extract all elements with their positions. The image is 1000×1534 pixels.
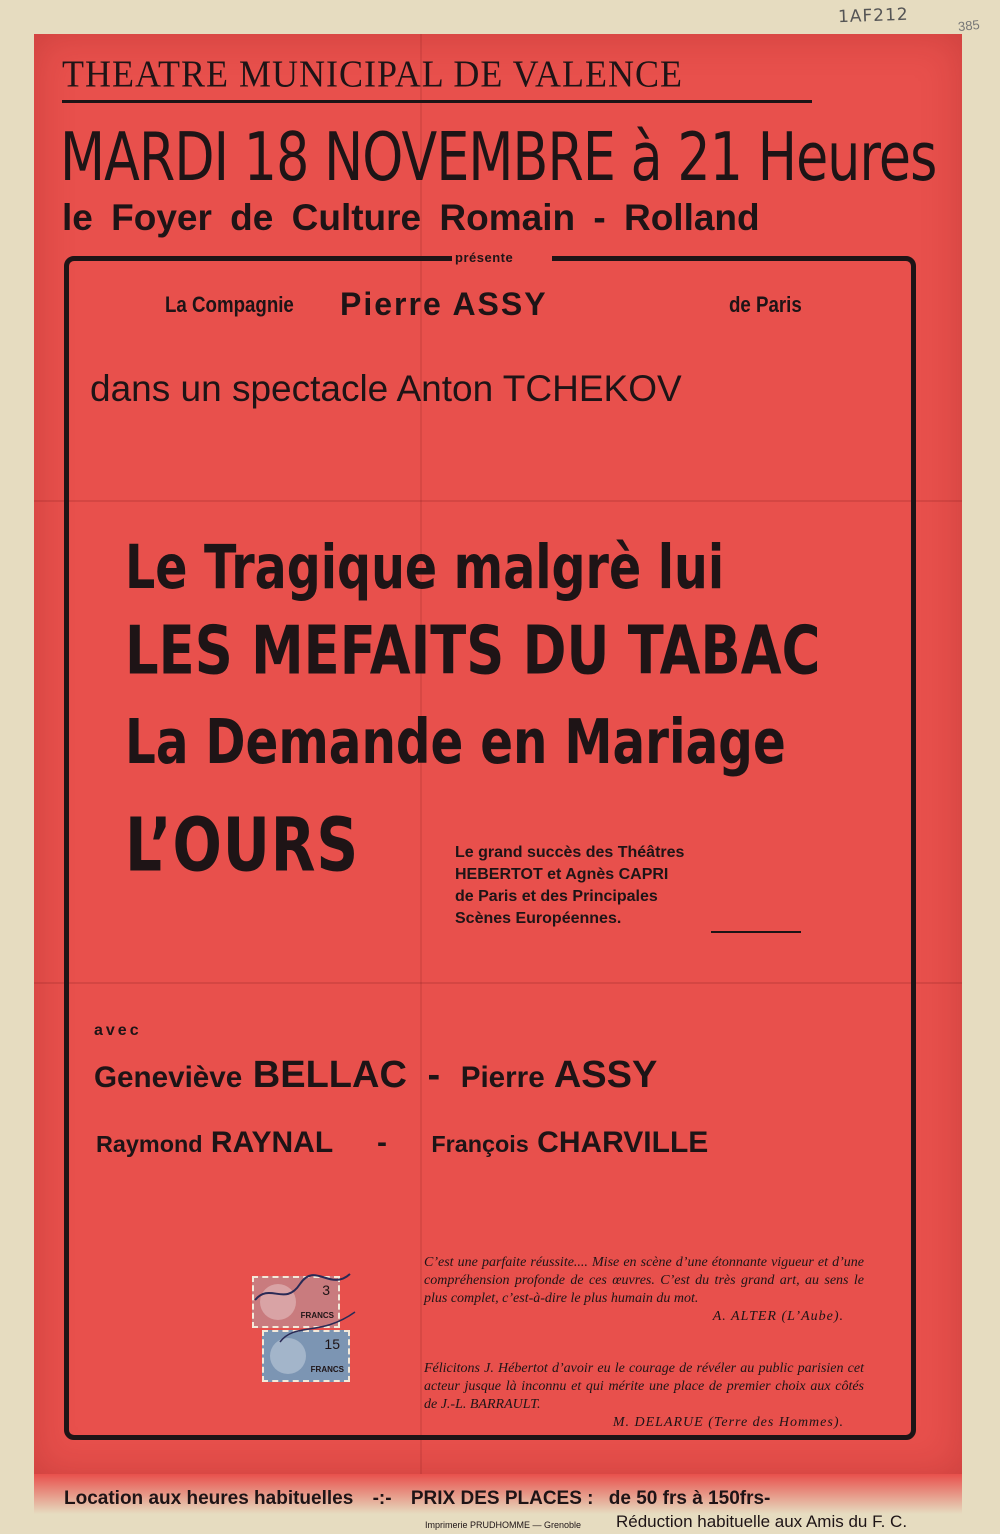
actor-first-name: Raymond xyxy=(96,1131,203,1157)
review-quote xyxy=(424,1254,864,1326)
actor-first-name: Pierre xyxy=(460,1061,545,1094)
archive-mark-2: 385 xyxy=(957,16,981,35)
signature-scribble xyxy=(250,1262,360,1352)
actor-first-name: Geneviève xyxy=(94,1061,243,1094)
success-line: Scènes Européennes. xyxy=(455,910,622,927)
actor-last-name: BELLAC xyxy=(252,1054,407,1096)
success-line: Le grand succès des Théâtres xyxy=(455,844,685,861)
play-title: LES MEFAITS DU TABAC xyxy=(125,612,821,691)
theatre-underline xyxy=(62,100,812,103)
actor-last-name: ASSY xyxy=(553,1054,658,1096)
event-date: MARDI 18 NOVEMBRE à 21 Heures xyxy=(60,118,937,197)
play-title: L’OURS xyxy=(125,802,360,889)
stamp-unit: FRANCS xyxy=(310,1365,344,1374)
printer-credit: Imprimerie PRUDHOMME — Grenoble xyxy=(425,1520,582,1530)
play-title: La Demande en Mariage xyxy=(125,706,786,778)
stamp-unit: FRANCS xyxy=(300,1311,334,1320)
cast-line-2 xyxy=(96,1126,708,1160)
presente-label: présente xyxy=(455,250,514,265)
location-info: Location aux heures habituelles xyxy=(64,1488,354,1509)
reduction-note: Réduction habituelle aux Amis du F. C. xyxy=(616,1512,908,1531)
archive-mark: 1AF212 xyxy=(837,4,909,28)
success-note xyxy=(455,842,684,930)
theatre-name: THEATRE MUNICIPAL DE VALENCE xyxy=(62,53,684,96)
play-title: Le Tragique malgrè lui xyxy=(125,532,725,603)
quote-text: Félicitons J. Hébertot d’avoir eu le courage de révéler au public parisien cet acteur jusque là inconnu et qui mérite une place de premier choix aux côtés de J.-L. BARRAULT. xyxy=(424,1361,864,1412)
cast-intro: avec xyxy=(94,1022,142,1039)
company-name: Pierre ASSY xyxy=(340,286,548,322)
success-line: HEBERTOT et Agnès CAPRI xyxy=(455,866,669,883)
review-quote xyxy=(424,1360,864,1432)
actor-last-name: CHARVILLE xyxy=(537,1126,709,1159)
price-range: de 50 frs à 150frs- xyxy=(608,1488,771,1509)
footer-separator: -:- xyxy=(372,1488,392,1509)
price-label: PRIX DES PLACES : xyxy=(410,1488,594,1509)
spectacle-line: dans un spectacle Anton TCHEKOV xyxy=(90,368,682,409)
cast-separator: - xyxy=(427,1054,441,1096)
cast-line-1 xyxy=(94,1054,657,1097)
footer-pricing xyxy=(64,1488,770,1510)
success-rule xyxy=(711,931,801,933)
quote-author: A. ALTER (L’Aube). xyxy=(712,1309,844,1324)
stamp-value: 15 xyxy=(324,1336,340,1352)
company-suffix: de Paris xyxy=(729,292,802,317)
success-line: de Paris et des Principales xyxy=(455,888,658,905)
cast-separator: - xyxy=(376,1126,387,1159)
company-prefix: La Compagnie xyxy=(165,292,294,317)
quote-text: C’est une parfaite réussite.... Mise en scène d’une étonnante vigueur et d’une compréhension profonde de ces œuvres. C’est du très grand art, au sens le plus complet, c’est-à-dire le plus humain du mot. xyxy=(424,1255,864,1306)
actor-last-name: RAYNAL xyxy=(210,1126,333,1159)
quote-author: M. DELARUE (Terre des Hommes). xyxy=(612,1415,844,1430)
presenter: le Foyer de Culture Romain - Rolland xyxy=(62,197,760,238)
actor-first-name: François xyxy=(431,1131,529,1157)
stamp-value: 3 xyxy=(322,1282,330,1298)
